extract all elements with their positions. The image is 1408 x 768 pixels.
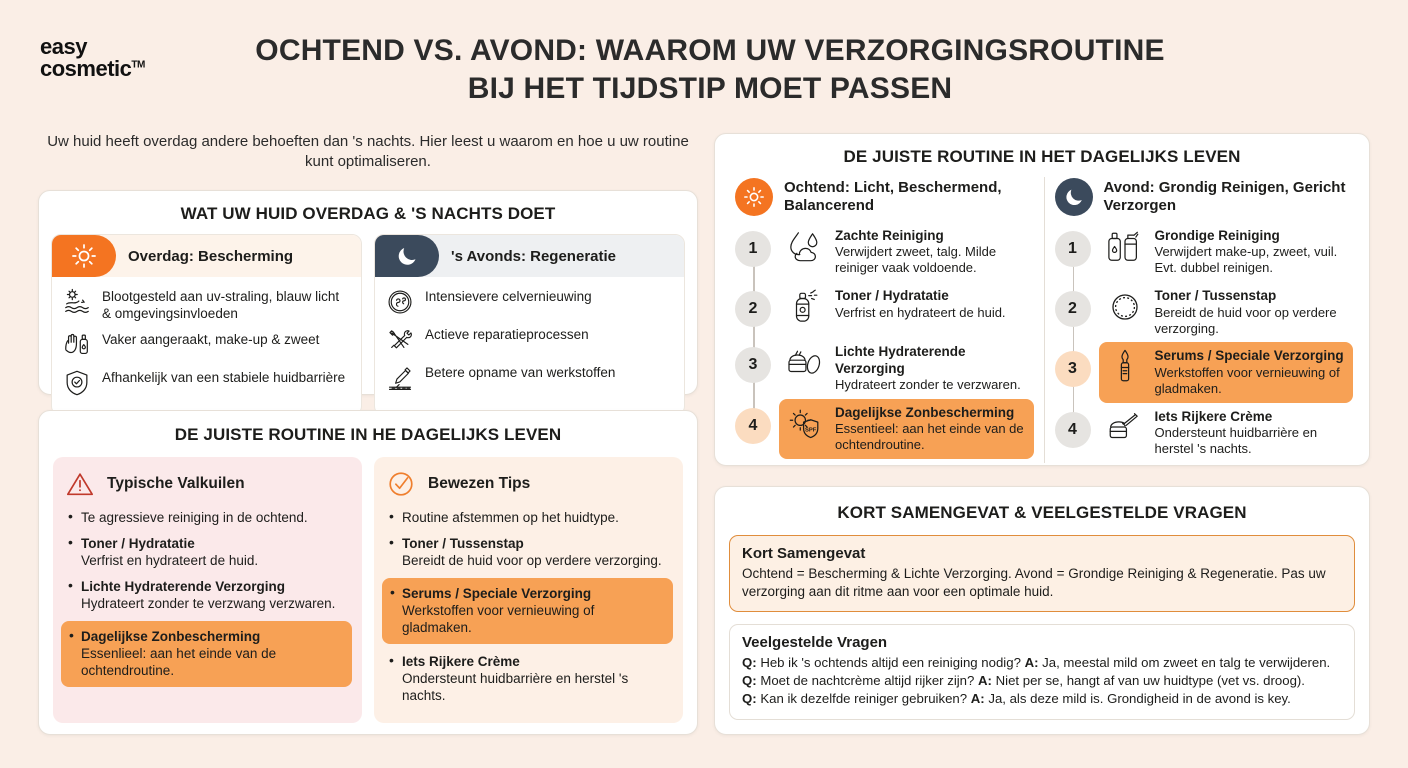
step-desc: Ondersteunt huidbarrière en herstel 's nachts. (1154, 425, 1318, 456)
card-tips-heading: Bewezen Tips (428, 475, 531, 492)
shield-check-icon (60, 367, 94, 399)
summary-box (729, 535, 1355, 612)
panel-pitfalls-tips (38, 410, 698, 735)
cream-jar-spoon-icon (1103, 408, 1147, 448)
card-nighttime (374, 234, 685, 416)
tools-repair-icon (383, 324, 417, 356)
list-item: • Iets Rijkere Crème Ondersteunt huidbarrière en herstel 's nachts. (386, 653, 671, 704)
list-item: • Toner / Hydratatie Verfrist en hydrateert de huid. (65, 535, 350, 569)
faq-box (729, 624, 1355, 720)
dropper-skin-icon (383, 362, 417, 394)
routine-column-morning (725, 177, 1044, 463)
panel-skin-day-night (38, 190, 698, 395)
panel-routine-title: DE JUISTE ROUTINE IN HET DAGELIJKS LEVEN (843, 147, 1241, 166)
routine-column-evening (1044, 177, 1364, 463)
routine-morning-heading: Ochtend: Licht, Beschermend, Balancerend (784, 179, 1002, 215)
step-title: Dagelijkse Zonbescherming (835, 404, 1015, 420)
faq-answer: Ja, als deze mild is. Grondigheid in de avond is key. (988, 691, 1291, 706)
step-number: 1 (735, 231, 771, 267)
step-desc: Verwijdert zweet, talg. Milde reiniger vaak voldoende. (835, 244, 997, 276)
step-number: 4 (1055, 412, 1091, 448)
spf-sun-shield-icon (783, 404, 827, 444)
routine-step (1055, 282, 1354, 342)
list-item-text: Vaker aangeraakt, make-up & zweet (102, 331, 320, 347)
faq-item (742, 654, 1342, 672)
list-item: • Te agressieve reiniging in de ochtend. (65, 509, 350, 526)
hand-bottle-icon (60, 329, 94, 361)
routine-step-highlighted (735, 399, 1034, 459)
faq-q-label: Q: (742, 691, 757, 706)
cream-jar-icon (783, 343, 827, 383)
sun-icon (52, 235, 116, 277)
faq-answer: Ja, meestal mild om zweet en talg te verwijderen. (1042, 655, 1331, 671)
step-number: 3 (735, 347, 771, 383)
step-number: 1 (1055, 231, 1091, 267)
step-number: 3 (1055, 351, 1091, 387)
ampoule-icon (1103, 347, 1147, 387)
step-title: Zachte Reiniging (835, 228, 944, 243)
brand-logo (40, 36, 145, 81)
panel-daily-routine (714, 133, 1370, 466)
routine-step (735, 222, 1034, 282)
summary-heading: Kort Samengevat (742, 545, 866, 562)
pitfalls-list (65, 509, 350, 687)
card-daytime (51, 234, 362, 416)
list-item: • Routine afstemmen op het huidtype. (386, 509, 671, 526)
faq-a-label: A: (970, 691, 985, 706)
card-tips (374, 457, 683, 723)
panel-skin-title: WAT UW HUID OVERDAG & 'S NACHTS DOET (180, 204, 556, 223)
list-item-text: Afhankelijk van een stabiele huidbarrière (102, 369, 346, 385)
card-nighttime-header (375, 235, 684, 277)
step-desc: Hydrateert zonder te verzwaren. (835, 377, 1021, 393)
list-item-text: Blootgesteld aan uv-straling, blauw licht & omgevingsinvloeden (102, 289, 340, 321)
list-item-highlighted: • Dagelijkse Zonbescherming Essenlieel: aan het einde van de ochtendroutine. (61, 621, 352, 687)
step-title: Toner / Tussenstap (1154, 288, 1277, 304)
panel-summary-title: KORT SAMENGEVAT & VEELGESTELDE VRAGEN (837, 503, 1247, 522)
faq-question: Kan ik dezelfde reiniger gebruiken? (760, 691, 968, 706)
sun-water-icon (60, 286, 94, 318)
moon-icon (375, 235, 439, 277)
trademark-symbol: TM (131, 60, 145, 72)
page-title: OCHTEND VS. AVOND: WAAROM UW VERZORGINGSROUTINE BIJ HET TIJDSTIP MOET PASSEN (255, 34, 1165, 105)
step-title: Toner / Hydratatie (835, 288, 949, 304)
list-item-text: Actieve reparatieprocessen (425, 327, 589, 342)
intro-text: Uw huid heeft overdag andere behoeften dan 's nachts. Hier leest u waarom en hoe u uw routine kunt optimaliseren. (47, 133, 689, 171)
list-item (383, 362, 674, 394)
tips-list (386, 509, 671, 704)
cotton-pad-icon (1103, 287, 1147, 327)
faq-item (742, 690, 1342, 708)
step-number: 2 (735, 291, 771, 327)
summary-text: Ochtend = Bescherming & Lichte Verzorging. Avond = Grondige Reiniging & Regeneratie. Pas uw verzorging aan dit ritme aan voor een optimale huid. (742, 566, 1326, 599)
card-pitfalls (53, 457, 362, 723)
faq-answer: Niet per se, hangt af van uw huidtype (vet vs. droog). (995, 673, 1305, 689)
routine-step-highlighted (1055, 342, 1354, 402)
panel-summary-faq (714, 486, 1370, 735)
step-desc: Werkstoffen voor vernieuwing of gladmaken. (1154, 364, 1340, 396)
list-item-highlighted: • Serums / Speciale Verzorging Werkstoffen voor vernieuwing of gladmaken. (382, 578, 673, 644)
step-desc: Bereidt de huid voor op verdere verzorging. (1154, 304, 1337, 336)
step-title: Iets Rijkere Crème (1154, 408, 1273, 424)
faq-question: Heb ik 's ochtends altijd een reiniging nodig? (760, 655, 1021, 671)
cell-renewal-icon (383, 286, 417, 318)
routine-evening-heading: Avond: Grondig Reinigen, Gericht Verzorgen (1103, 179, 1346, 215)
list-item (383, 324, 674, 356)
faq-question: Moet de nachtcrème altijd rijker zijn? (760, 673, 975, 689)
card-pitfalls-heading: Typische Valkuilen (107, 475, 245, 492)
faq-item (742, 672, 1342, 690)
sun-icon (735, 178, 773, 216)
routine-step (735, 282, 1034, 338)
water-drop-foam-icon (783, 227, 827, 267)
brand-line-1: easy (40, 34, 87, 59)
faq-a-label: A: (978, 673, 992, 689)
faq-q-label: Q: (742, 673, 757, 689)
list-item (60, 367, 351, 399)
list-item-text: Betere opname van werkstoffen (425, 365, 616, 380)
moon-icon (1055, 178, 1093, 216)
step-number: 2 (1055, 291, 1091, 327)
list-item-text: Intensievere celvernieuwing (425, 289, 592, 304)
step-title: Lichte Hydraterende Verzorging (835, 344, 966, 376)
panel-pitfalls-title: DE JUISTE ROUTINE IN HE DAGELIJKS LEVEN (174, 425, 562, 444)
step-desc: Verfrist en hydrateert de huid. (835, 304, 1006, 320)
routine-step (735, 338, 1034, 399)
step-title: Serums / Speciale Verzorging (1154, 348, 1344, 364)
faq-a-label: A: (1024, 655, 1039, 671)
svg-text:SPF: SPF (804, 427, 817, 434)
step-desc: Verwijdert make-up, zweet, vuil. Evt. dubbel reinigen. (1154, 244, 1338, 276)
routine-step (1055, 222, 1354, 282)
two-bottles-icon (1103, 227, 1147, 267)
card-daytime-title: Overdag: Bescherming (128, 247, 294, 265)
brand-line-2: cosmetic™ (40, 56, 145, 82)
list-item (60, 286, 351, 323)
step-title: Grondige Reiniging (1154, 228, 1280, 243)
spray-bottle-icon (783, 287, 827, 327)
warning-triangle-icon (65, 469, 95, 499)
faq-q-label: Q: (742, 655, 757, 671)
list-item (60, 329, 351, 361)
list-item: • Toner / Tussenstap Bereidt de huid voor op verdere verzorging. (386, 535, 671, 569)
routine-step (1055, 403, 1354, 463)
card-daytime-header (52, 235, 361, 277)
check-circle-icon (386, 469, 416, 499)
list-item: • Lichte Hydraterende Verzorging Hydrateert zonder te verzwang verzwaren. (65, 578, 350, 612)
list-item (383, 286, 674, 318)
step-number: 4 (735, 408, 771, 444)
step-desc: Essentieel: aan het einde van de ochtendroutine. (835, 421, 1024, 453)
card-nighttime-title: 's Avonds: Regeneratie (451, 247, 616, 265)
faq-heading: Veelgestelde Vragen (742, 634, 888, 652)
